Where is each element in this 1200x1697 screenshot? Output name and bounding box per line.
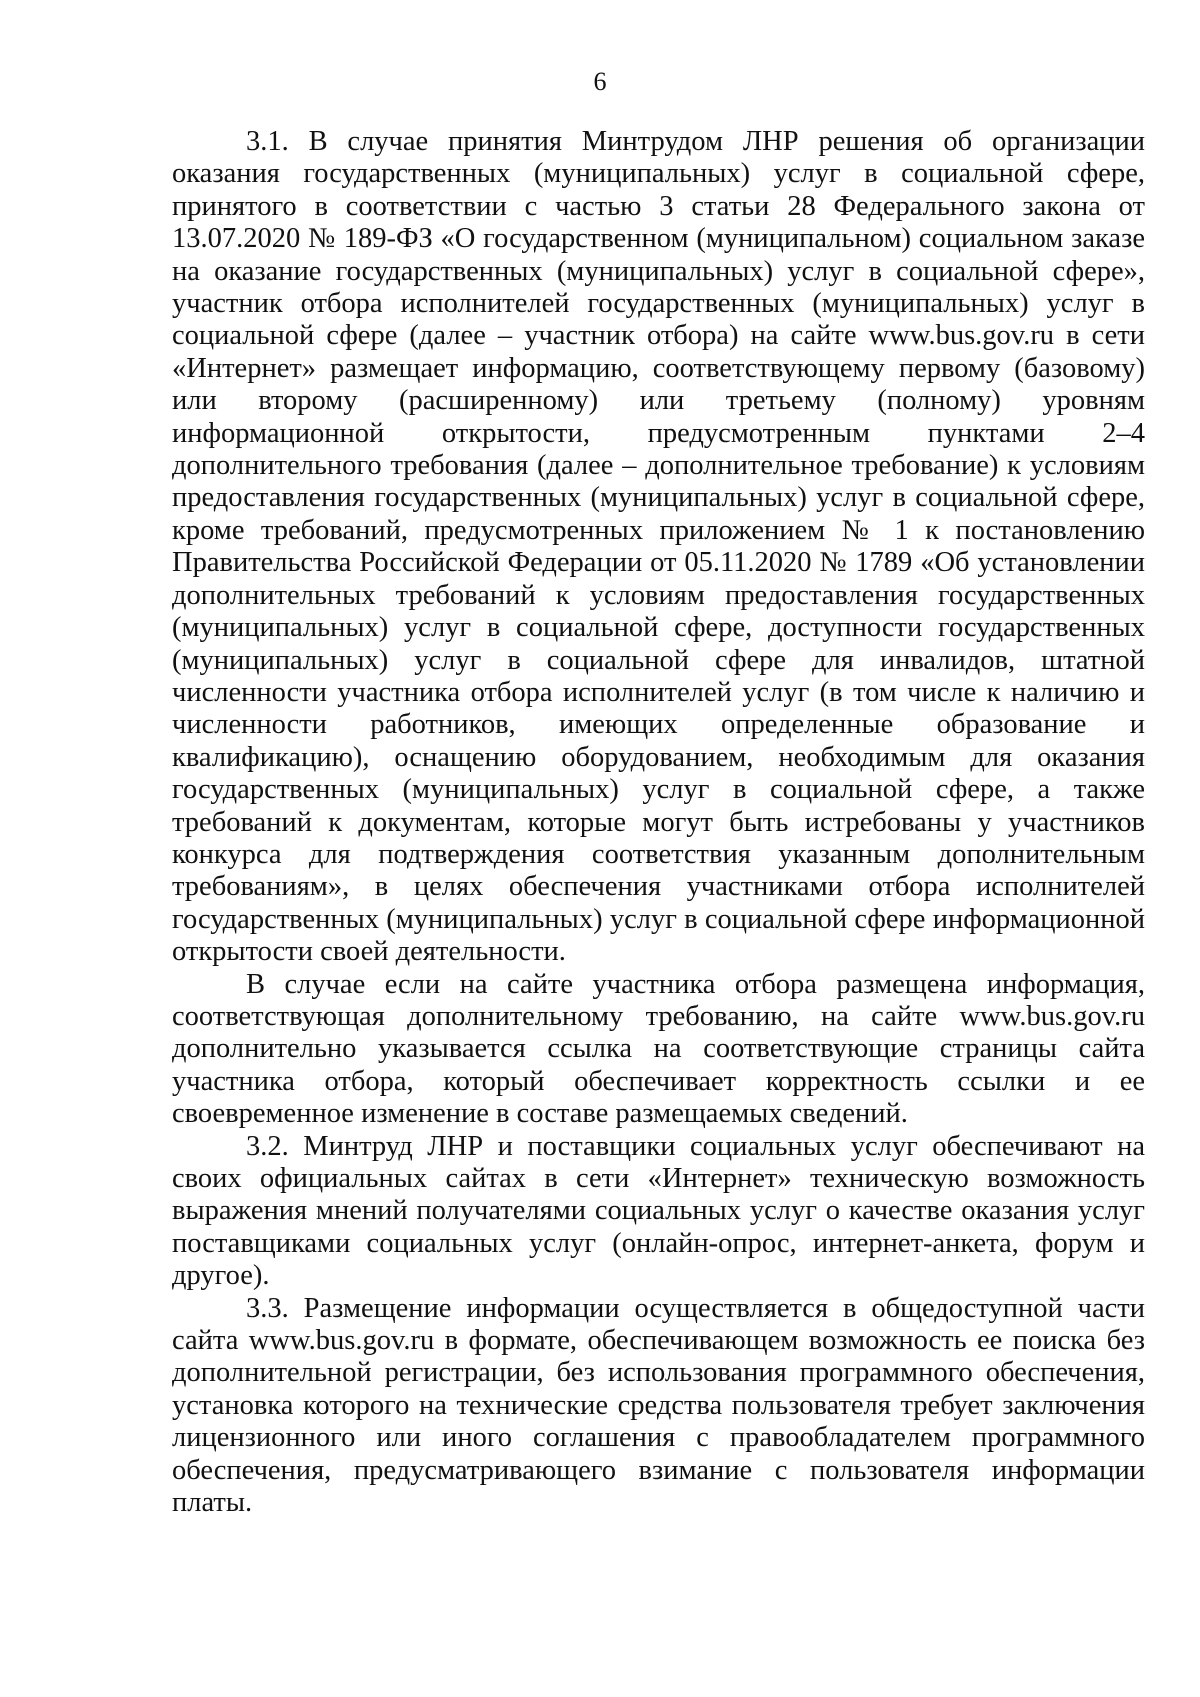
paragraph-3-1: 3.1. В случае принятия Минтрудом ЛНР решения об организации оказания государственных (муниципальных) услуг в социальной сфере, принятого в соответствии с частью 3 статьи 28 Федерального закона от 13.07.2020 № 189-ФЗ «О государственном (муниципальном) социальном заказе на оказание государственных (муниципальных) услуг в социальной сфере», участник отбора исполнителей государственных (муниципальных) услуг в социальной сфере (далее – участник отбора) на сайте www.bus.gov.ru в сети «Интернет» размещает информацию, соответствующему первому (базовому) или второму (расширенному) или третьему (полному) уровням информационной открытости, предусмотренным пунктами 2–4 дополнительного требования (далее – дополнительное требование) к условиям предоставления государственных (муниципальных) услуг в социальной сфере, кроме требований, предусмотренных приложением № 1 к постановлению Правительства Российской Федерации от 05.11.2020 № 1789 «Об установлении дополнительных требований к условиям предоставления государственных (муниципальных) услуг в социальной сфере, доступности государственных (муниципальных) услуг в социальной сфере для инвалидов, штатной численности участника отбора исполнителей услуг (в том числе к наличию и численности работников, имеющих определенные образование и квалификацию), оснащению оборудованием, необходимым для оказания государственных (муниципальных) услуг в социальной сфере, а также требований к документам, которые могут быть истребованы у участников конкурса для подтверждения соответствия указанным дополнительным требованиям», в целях обеспечения участниками отбора исполнителей государственных (муниципальных) услуг в социальной сфере информационной открытости своей деятельности.: [172, 126, 1145, 968]
paragraph-3-1-continued: В случае если на сайте участника отбора размещена информация, соответствующая дополнительному требованию, на сайте www.bus.gov.ru дополнительно указывается ссылка на соответствующие страницы сайта участника отбора, который обеспечивает корректность ссылки и ее своевременное изменение в составе размещаемых сведений.: [172, 968, 1145, 1130]
paragraph-3-3: 3.3. Размещение информации осуществляется в общедоступной части сайта www.bus.gov.ru в формате, обеспечивающем возможность ее поиска без дополнительной регистрации, без использования программного обеспечения, установка которого на технические средства пользователя требует заключения лицензионного или иного соглашения с правообладателем программного обеспечения, предусматривающего взимание с пользователя информации платы.: [172, 1292, 1145, 1519]
paragraph-3-2: 3.2. Минтруд ЛНР и поставщики социальных услуг обеспечивают на своих официальных сайтах в сети «Интернет» техническую возможность выражения мнений получателями социальных услуг о качестве оказания услуг поставщиками социальных услуг (онлайн-опрос, интернет-анкета, форум и другое).: [172, 1130, 1145, 1292]
document-body: [172, 126, 1145, 1519]
page-number: 6: [593, 67, 607, 96]
